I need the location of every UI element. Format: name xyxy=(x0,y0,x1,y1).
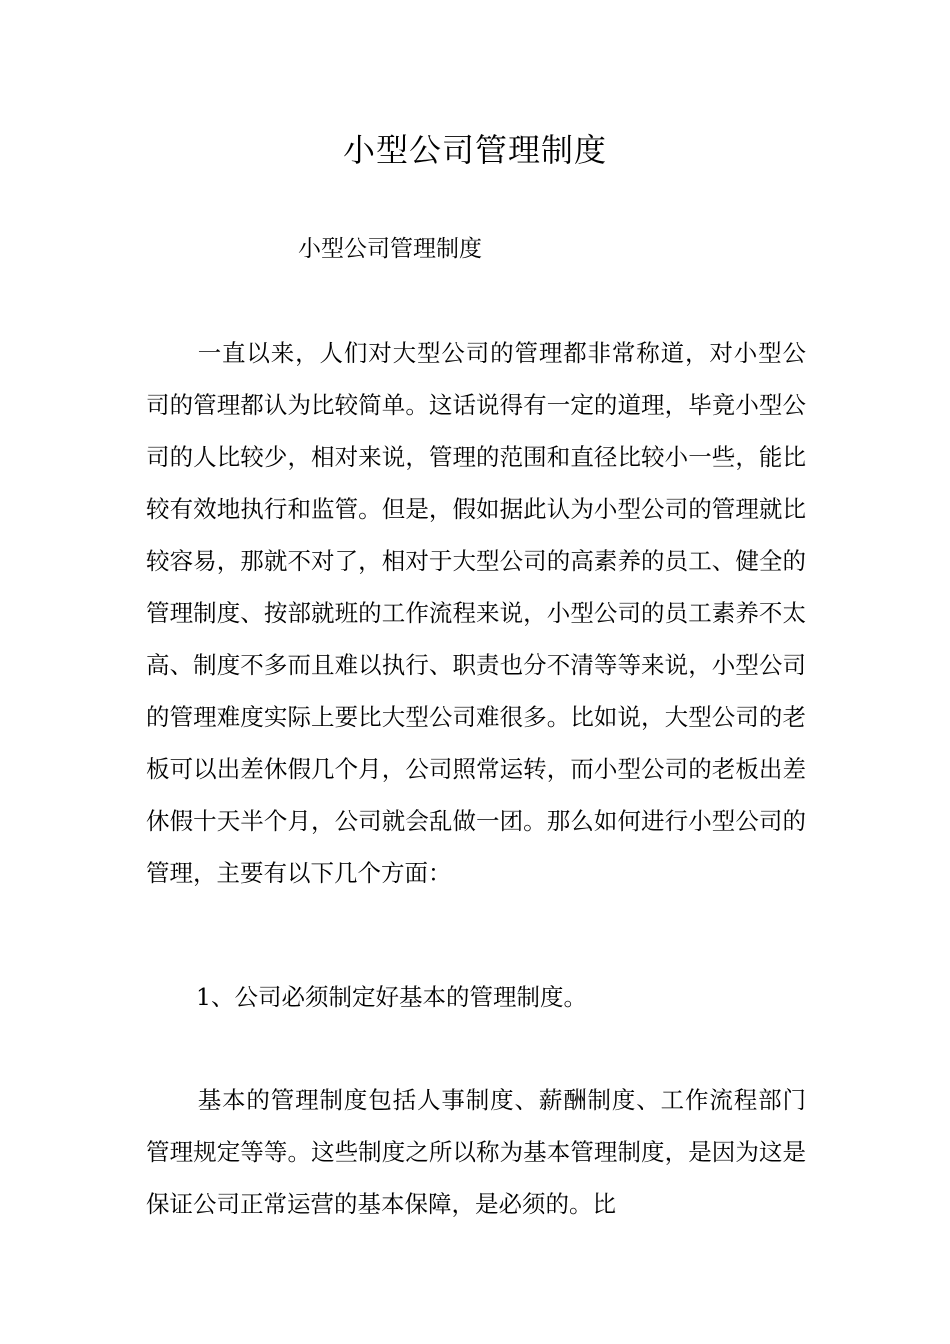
section-heading-1: 1、公司必须制定好基本的管理制度。 xyxy=(196,983,587,1011)
body-paragraph: 基本的管理制度包括人事制度、薪酬制度、工作流程部门管理规定等等。这些制度之所以称为基本管理制度，是因为这是保证公司正常运营的基本保障，是必须的。比 xyxy=(146,1086,806,1218)
document-subtitle: 小型公司管理制度 xyxy=(298,236,482,262)
intro-paragraph: 一直以来，人们对大型公司的管理都非常称道，对小型公司的管理都认为比较简单。这话说得有一定的道理，毕竟小型公司的人比较少，相对来说，管理的范围和直径比较小一些，能比较有效地执行和监管。但是，假如据此认为小型公司的管理就比较容易，那就不对了，相对于大型公司的高素养的员工、健全的管理制度、按部就班的工作流程来说，小型公司的员工素养不太高、制度不多而且难以执行、职责也分不清等等来说，小型公司的管理难度实际上要比大型公司难很多。比如说，大型公司的老板可以出差休假几个月，公司照常运转，而小型公司的老板出差休假十天半个月，公司就会乱做一团。那么如何进行小型公司的管理，主要有以下几个方面： xyxy=(146,339,806,887)
document-title: 小型公司管理制度 xyxy=(342,131,607,169)
